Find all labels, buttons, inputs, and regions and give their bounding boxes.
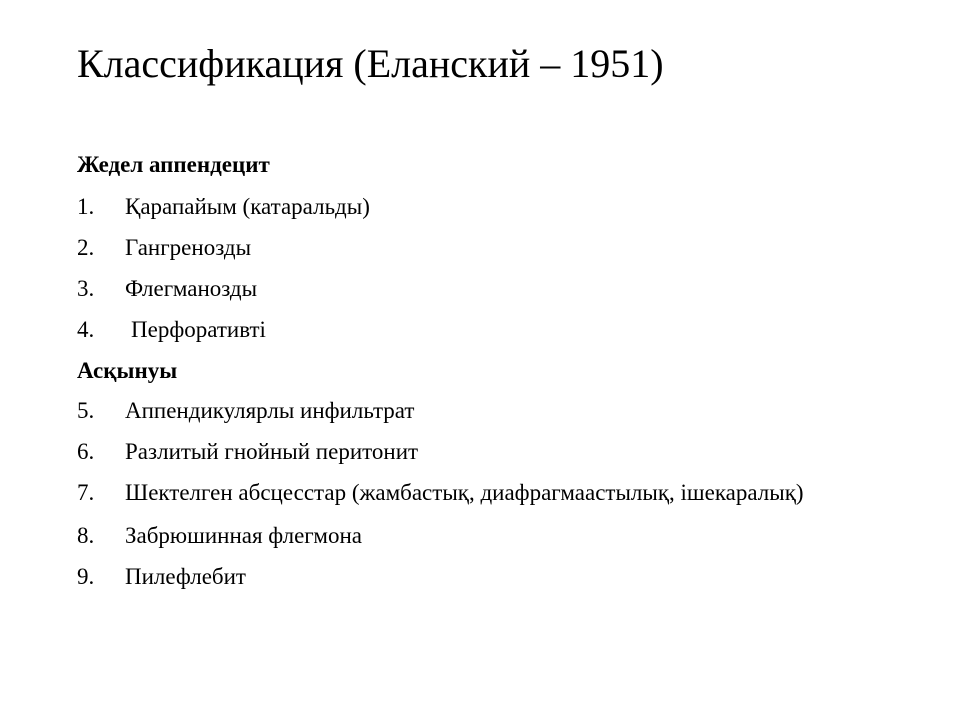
list-item-number: 6. (77, 439, 95, 464)
list-item (77, 396, 857, 426)
list-item (77, 192, 857, 222)
list-item (77, 274, 857, 304)
section-heading-complications: Асқынуы (77, 358, 178, 383)
list-item-number: 2. (77, 235, 95, 260)
list-item-text: Перфоративті (131, 317, 266, 342)
list-item-number: 1. (77, 194, 95, 219)
list-item-text: Разлитый гнойный перитонит (125, 439, 419, 464)
list-item (77, 437, 857, 467)
list-item-number: 9. (77, 564, 95, 589)
list-item (77, 233, 857, 263)
list-item (77, 315, 857, 345)
slide-title: Классификация (Еланский – 1951) (77, 41, 664, 86)
list-item-text: Пилефлебит (125, 564, 246, 589)
list-item-number: 5. (77, 398, 95, 423)
classification-content (77, 150, 857, 603)
list-item (77, 562, 857, 592)
list-item (77, 521, 857, 551)
list-item-number: 8. (77, 523, 95, 548)
list-item-text: Флегманозды (125, 276, 258, 301)
list-item-text: Аппендикулярлы инфильтрат (125, 398, 415, 423)
list-item-text: Қарапайым (катаральды) (125, 194, 370, 219)
list-item-number: 7. (77, 480, 95, 505)
list-item-number: 3. (77, 276, 95, 301)
list-item (77, 478, 857, 510)
list-item-text: Забрюшинная флегмона (125, 523, 363, 548)
section-heading-acute-appendicitis: Жедел аппендецит (77, 152, 270, 177)
list-item-text: Шектелген абсцесстар (жамбастық, диафрагмаастылық, ішекаралық) (125, 480, 804, 505)
list-item-text: Гангренозды (125, 235, 252, 260)
list-item-number: 4. (77, 317, 95, 342)
